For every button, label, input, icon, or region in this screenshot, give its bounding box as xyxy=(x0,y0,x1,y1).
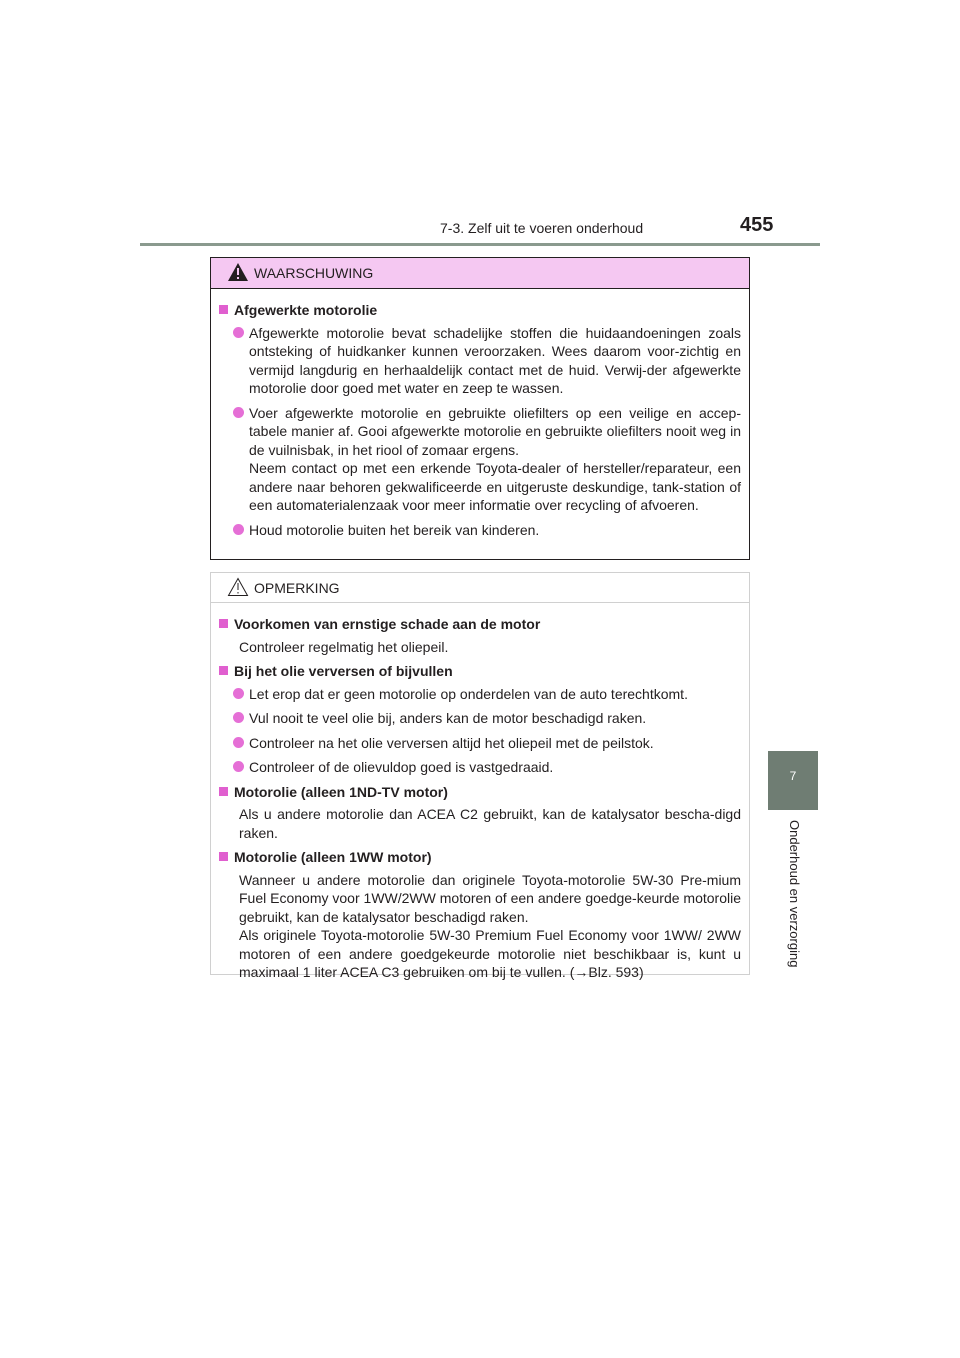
notice-heading: Bij het olie verversen of bijvullen xyxy=(219,662,741,681)
warning-header xyxy=(211,258,749,289)
circle-bullet-icon xyxy=(233,761,244,772)
warning-content xyxy=(211,289,749,539)
chapter-number: 7 xyxy=(789,769,797,783)
list-item: Voer afgewerkte motorolie en gebruikte oliefilters op een veilige en accep-tabele manier af. Gooi afgewerkte motorolie en gebruikte oliefilters nooit weg in de vuilnisbak, in het riool of zomaar ergens. Neem contact op met een erkende Toyota-dealer of hersteller/reparateur, een andere naar behoren gekwalificeerde en uitgeruste deskundige, tank-station of een automaterialenzaak voor meer informatie over recycling of afvoeren. xyxy=(219,404,741,515)
circle-bullet-icon xyxy=(233,737,244,748)
notice-content xyxy=(211,603,749,982)
notice-header xyxy=(211,573,749,603)
list-item: Let erop dat er geen motorolie op onderdelen van de auto terechtkomt. xyxy=(219,685,741,704)
circle-bullet-icon xyxy=(233,407,244,418)
warning-triangle-icon xyxy=(227,262,249,282)
warning-title: WAARSCHUWING xyxy=(254,265,374,281)
warning-box xyxy=(210,257,750,560)
paragraph: Als u andere motorolie dan ACEA C2 gebruikt, kan de katalysator bescha-digd raken. xyxy=(239,806,741,841)
notice-title: OPMERKING xyxy=(254,580,340,596)
square-bullet-icon xyxy=(219,852,228,861)
list-item: Controleer of de olievuldop goed is vastgedraaid. xyxy=(219,758,741,777)
paragraph: Controleer regelmatig het oliepeil. xyxy=(239,638,449,655)
circle-bullet-icon xyxy=(233,524,244,535)
list-item: Afgewerkte motorolie bevat schadelijke stoffen die huidaandoeningen zoals ontsteking of huidkanker kunnen veroorzaken. Wees daarom voor-zichtig en vermijd langdurig en herhaaldelijk contact met de huid. Verwij-der afgewerkte motorolie door goed met water en zeep te wassen. xyxy=(219,324,741,398)
chapter-tab[interactable] xyxy=(768,751,818,810)
section-title: 7-3. Zelf uit te voeren onderhoud xyxy=(440,220,644,236)
notice-box xyxy=(210,572,750,980)
page-number: 455 xyxy=(740,214,774,236)
square-bullet-icon xyxy=(219,305,228,314)
warning-heading: Afgewerkte motorolie xyxy=(219,301,741,320)
circle-bullet-icon xyxy=(233,327,244,338)
notice-heading: Motorolie (alleen 1ND-TV motor) xyxy=(219,783,741,802)
notice-heading: Motorolie (alleen 1WW motor) xyxy=(219,848,741,867)
paragraph: Wanneer u andere motorolie dan originele Toyota-motorolie 5W-30 Pre-mium Fuel Economy voor 1WW/2WW motoren of een andere goedge-keurde motorolie gebruikt, kan de katalysator beschadigd raken. Als originele Toyota-motorolie 5W-30 Premium Fuel Economy voor 1WW/ 2WW motoren of een andere goedgekeurde motorolie niet beschikbaar is, kunt u maximaal 1 liter ACEA C3 gebruiken om bij te vullen. (→Blz. 593) xyxy=(239,871,741,980)
notice-heading: Voorkomen van ernstige schade aan de motor xyxy=(219,615,741,634)
square-bullet-icon xyxy=(219,666,228,675)
chapter-title: Onderhoud en verzorging xyxy=(787,820,802,968)
circle-bullet-icon xyxy=(233,712,244,723)
list-item: Controleer na het olie verversen altijd het oliepeil met de peilstok. xyxy=(219,734,741,753)
square-bullet-icon xyxy=(219,619,228,628)
chapter-title-vertical xyxy=(779,820,809,990)
circle-bullet-icon xyxy=(233,688,244,699)
square-bullet-icon xyxy=(219,787,228,796)
caution-triangle-icon xyxy=(227,577,249,597)
header-divider xyxy=(140,243,820,246)
list-item: Houd motorolie buiten het bereik van kinderen. xyxy=(219,521,741,540)
list-item: Vul nooit te veel olie bij, anders kan de motor beschadigd raken. xyxy=(219,709,741,728)
